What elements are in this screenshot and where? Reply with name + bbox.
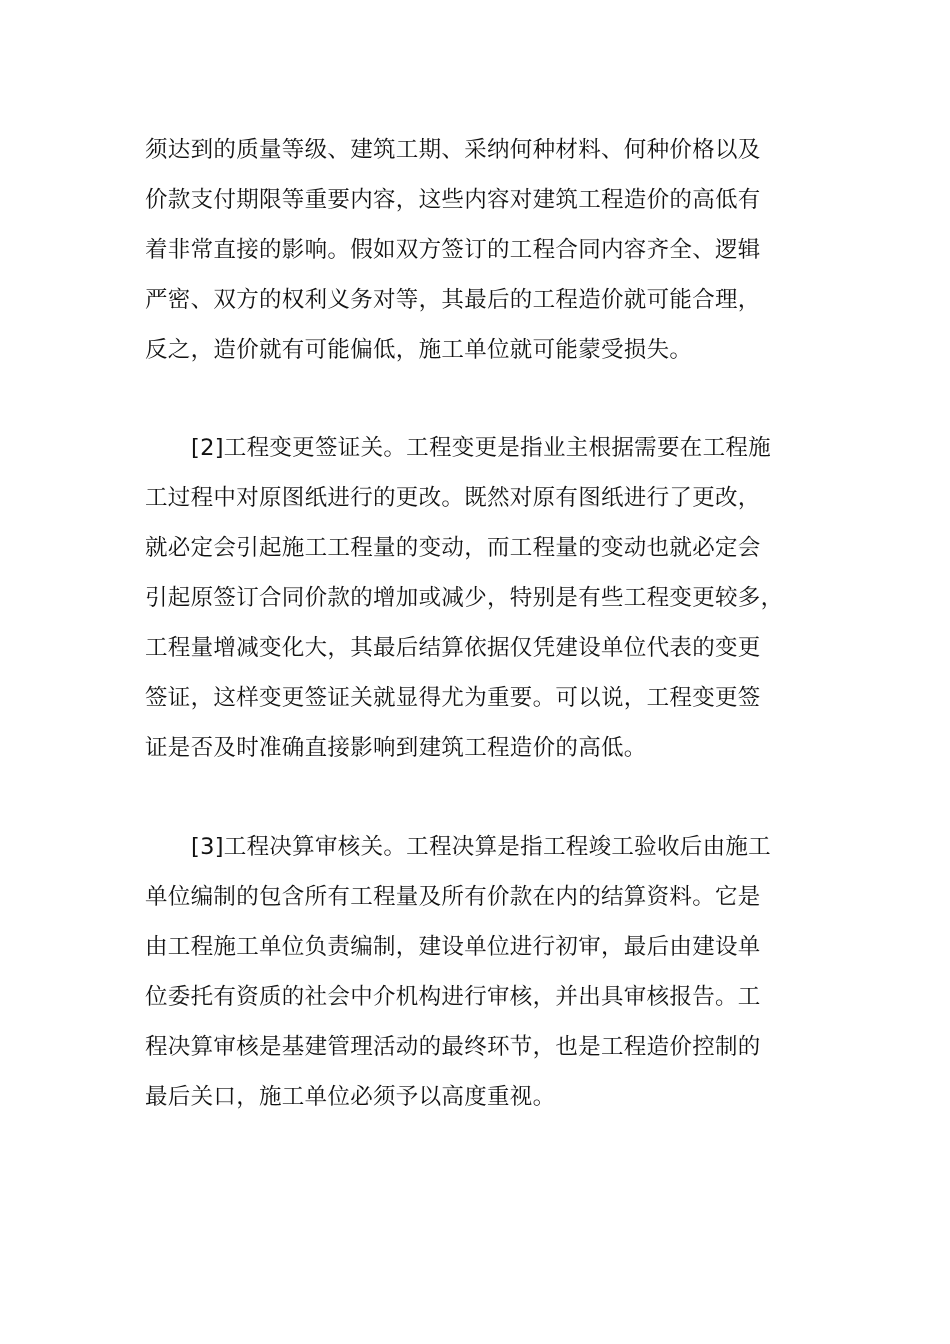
paragraph-2-line-7: 证是否及时准确直接影响到建筑工程造价的高低。 (145, 735, 647, 761)
paragraph-2-line-6: 签证，这样变更签证关就显得尤为重要。可以说，工程变更签 (145, 685, 761, 711)
paragraph-2-line-1: [2]工程变更签证关。工程变更是指业主根据需要在工程施 (191, 435, 771, 461)
paragraph-1-line-1: 须达到的质量等级、建筑工期、采纳何种材料、何种价格以及 (145, 137, 761, 163)
paragraph-1-line-4: 严密、双方的权利义务对等，其最后的工程造价就可能合理， (145, 287, 761, 313)
paragraph-3-line-5: 程决算审核是基建管理活动的最终环节，也是工程造价控制的 (145, 1034, 761, 1060)
paragraph-2-line-5: 工程量增减变化大，其最后结算依据仅凭建设单位代表的变更 (145, 635, 761, 661)
paragraph-3-line-2: 单位编制的包含所有工程量及所有价款在内的结算资料。它是 (145, 884, 761, 910)
paragraph-1-line-3: 着非常直接的影响。假如双方签订的工程合同内容齐全、逻辑 (145, 237, 761, 263)
paragraph-3-line-3: 由工程施工单位负责编制，建设单位进行初审，最后由建设单 (145, 934, 761, 960)
paragraph-1-line-5: 反之，造价就有可能偏低，施工单位就可能蒙受损失。 (145, 337, 693, 363)
paragraph-2-line-2: 工过程中对原图纸进行的更改。既然对原有图纸进行了更改， (145, 485, 761, 511)
paragraph-3-line-4: 位委托有资质的社会中介机构进行审核，并出具审核报告。工 (145, 984, 761, 1010)
paragraph-1-line-2: 价款支付期限等重要内容，这些内容对建筑工程造价的高低有 (145, 187, 761, 213)
paragraph-3-line-1: [3]工程决算审核关。工程决算是指工程竣工验收后由施工 (191, 834, 771, 860)
paragraph-3-line-6: 最后关口，施工单位必须予以高度重视。 (145, 1084, 556, 1110)
paragraph-2-line-3: 就必定会引起施工工程量的变动，而工程量的变动也就必定会 (145, 535, 761, 561)
paragraph-2-line-4: 引起原签订合同价款的增加或减少，特别是有些工程变更较多， (145, 585, 784, 611)
